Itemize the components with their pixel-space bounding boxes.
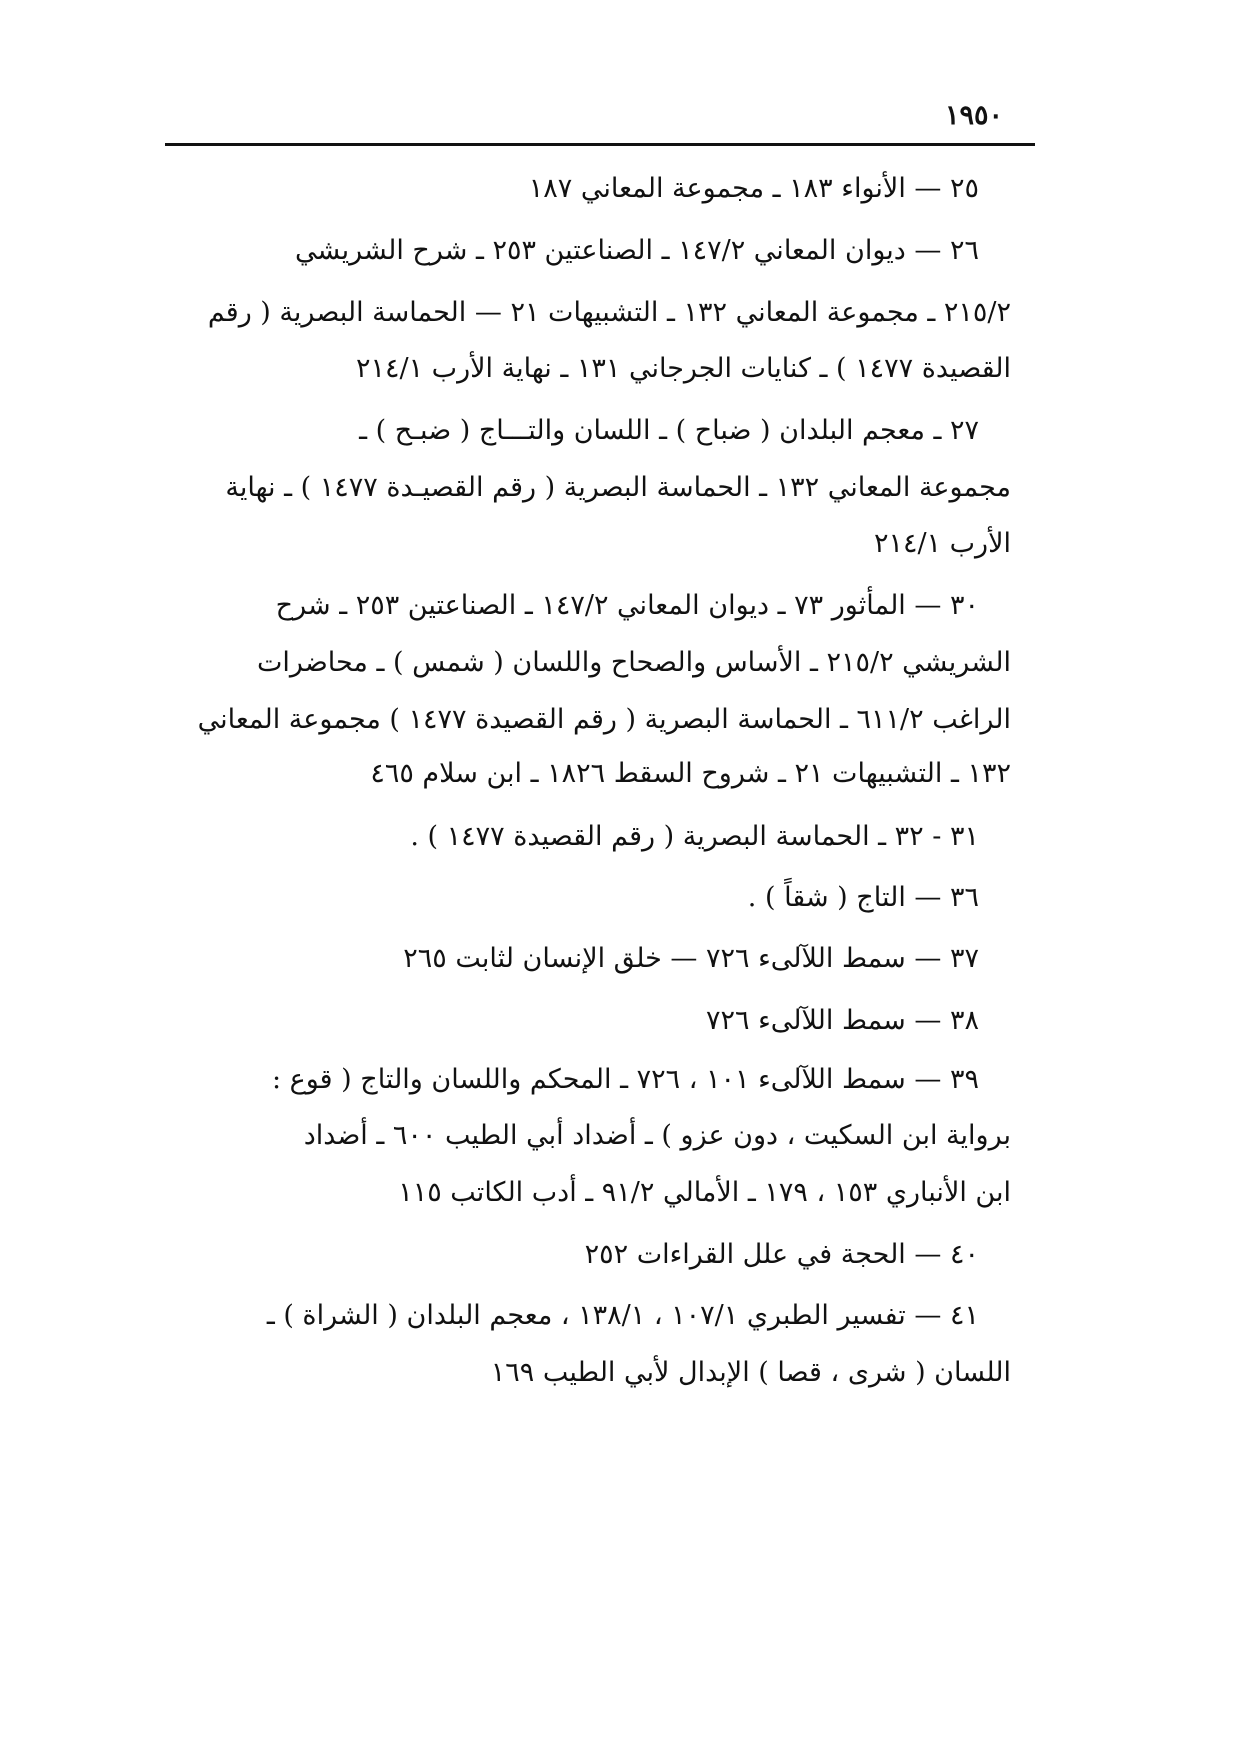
text-line: الشريشي ٢١٥/٢ ـ الأساس والصحاح واللسان ( شمس ) ـ محاضرات: [257, 647, 1011, 678]
text-line: الأرب ٢١٤/١: [873, 528, 1011, 559]
text-line: ٣٧ — سمط اللآلىء ٧٢٦ — خلق الإنسان لثابت ٢٦٥: [403, 943, 979, 974]
text-line: ٣٦ — التاج ( شقاً ) .: [747, 882, 979, 913]
text-line: ٢٥ — الأنواء ١٨٣ ـ مجموعة المعاني ١٨٧: [528, 173, 979, 204]
text-line: الراغب ٦١١/٢ ـ الحماسة البصرية ( رقم القصيدة ١٤٧٧ ) مجموعة المعاني: [197, 704, 1011, 735]
text-line: برواية ابن السكيت ، دون عزو ) ـ أضداد أبي الطيب ٦٠٠ ـ أضداد: [303, 1120, 1011, 1151]
text-line: ٣١ - ٣٢ ـ الحماسة البصرية ( رقم القصيدة ١٤٧٧ ) .: [410, 821, 979, 852]
text-line: ٢٦ — ديوان المعاني ١٤٧/٢ ـ الصناعتين ٢٥٣ ـ شرح الشريشي: [295, 235, 979, 266]
text-line: اللسان ( شرى ، قصا ) الإبدال لأبي الطيب ١٦٩: [490, 1357, 1011, 1388]
text-line: ٣٩ — سمط اللآلىء ١٠١ ، ٧٢٦ ـ المحكم واللسان والتاج ( قوع :: [271, 1064, 979, 1095]
text-line: مجموعة المعاني ١٣٢ ـ الحماسة البصرية ( رقم القصيـدة ١٤٧٧ ) ـ نهاية: [225, 472, 1011, 503]
text-line: ٤١ — تفسير الطبري ١٠٧/١ ، ١٣٨/١ ، معجم البلدان ( الشراة ) ـ: [266, 1300, 979, 1331]
text-line: ٣٨ — سمط اللآلىء ٧٢٦: [706, 1005, 979, 1036]
text-line: القصيدة ١٤٧٧ ) ـ كنايات الجرجاني ١٣١ ـ نهاية الأرب ٢١٤/١: [355, 353, 1011, 384]
text-line: ابن الأنباري ١٥٣ ، ١٧٩ ـ الأمالي ٩١/٢ ـ أدب الكاتب ١١٥: [398, 1177, 1011, 1208]
text-line: ٤٠ — الحجة في علل القراءات ٢٥٢: [584, 1239, 979, 1270]
text-line: ٢٧ ـ معجم البلدان ( ضباح ) ـ اللسان والتـــاج ( ضبـح ) ـ: [359, 415, 979, 446]
text-line: ١٣٢ ـ التشبيهات ٢١ ـ شروح السقط ١٨٢٦ ـ ابن سلام ٤٦٥: [370, 758, 1011, 789]
page-number: ١٩٥٠: [944, 100, 1003, 131]
text-line: ٢١٥/٢ ـ مجموعة المعاني ١٣٢ ـ التشبيهات ٢١ — الحماسة البصرية ( رقم: [207, 297, 1011, 328]
text-line: ٣٠ — المأثور ٧٣ ـ ديوان المعاني ١٤٧/٢ ـ الصناعتين ٢٥٣ ـ شرح: [275, 590, 979, 621]
header-rule: [165, 143, 1035, 146]
